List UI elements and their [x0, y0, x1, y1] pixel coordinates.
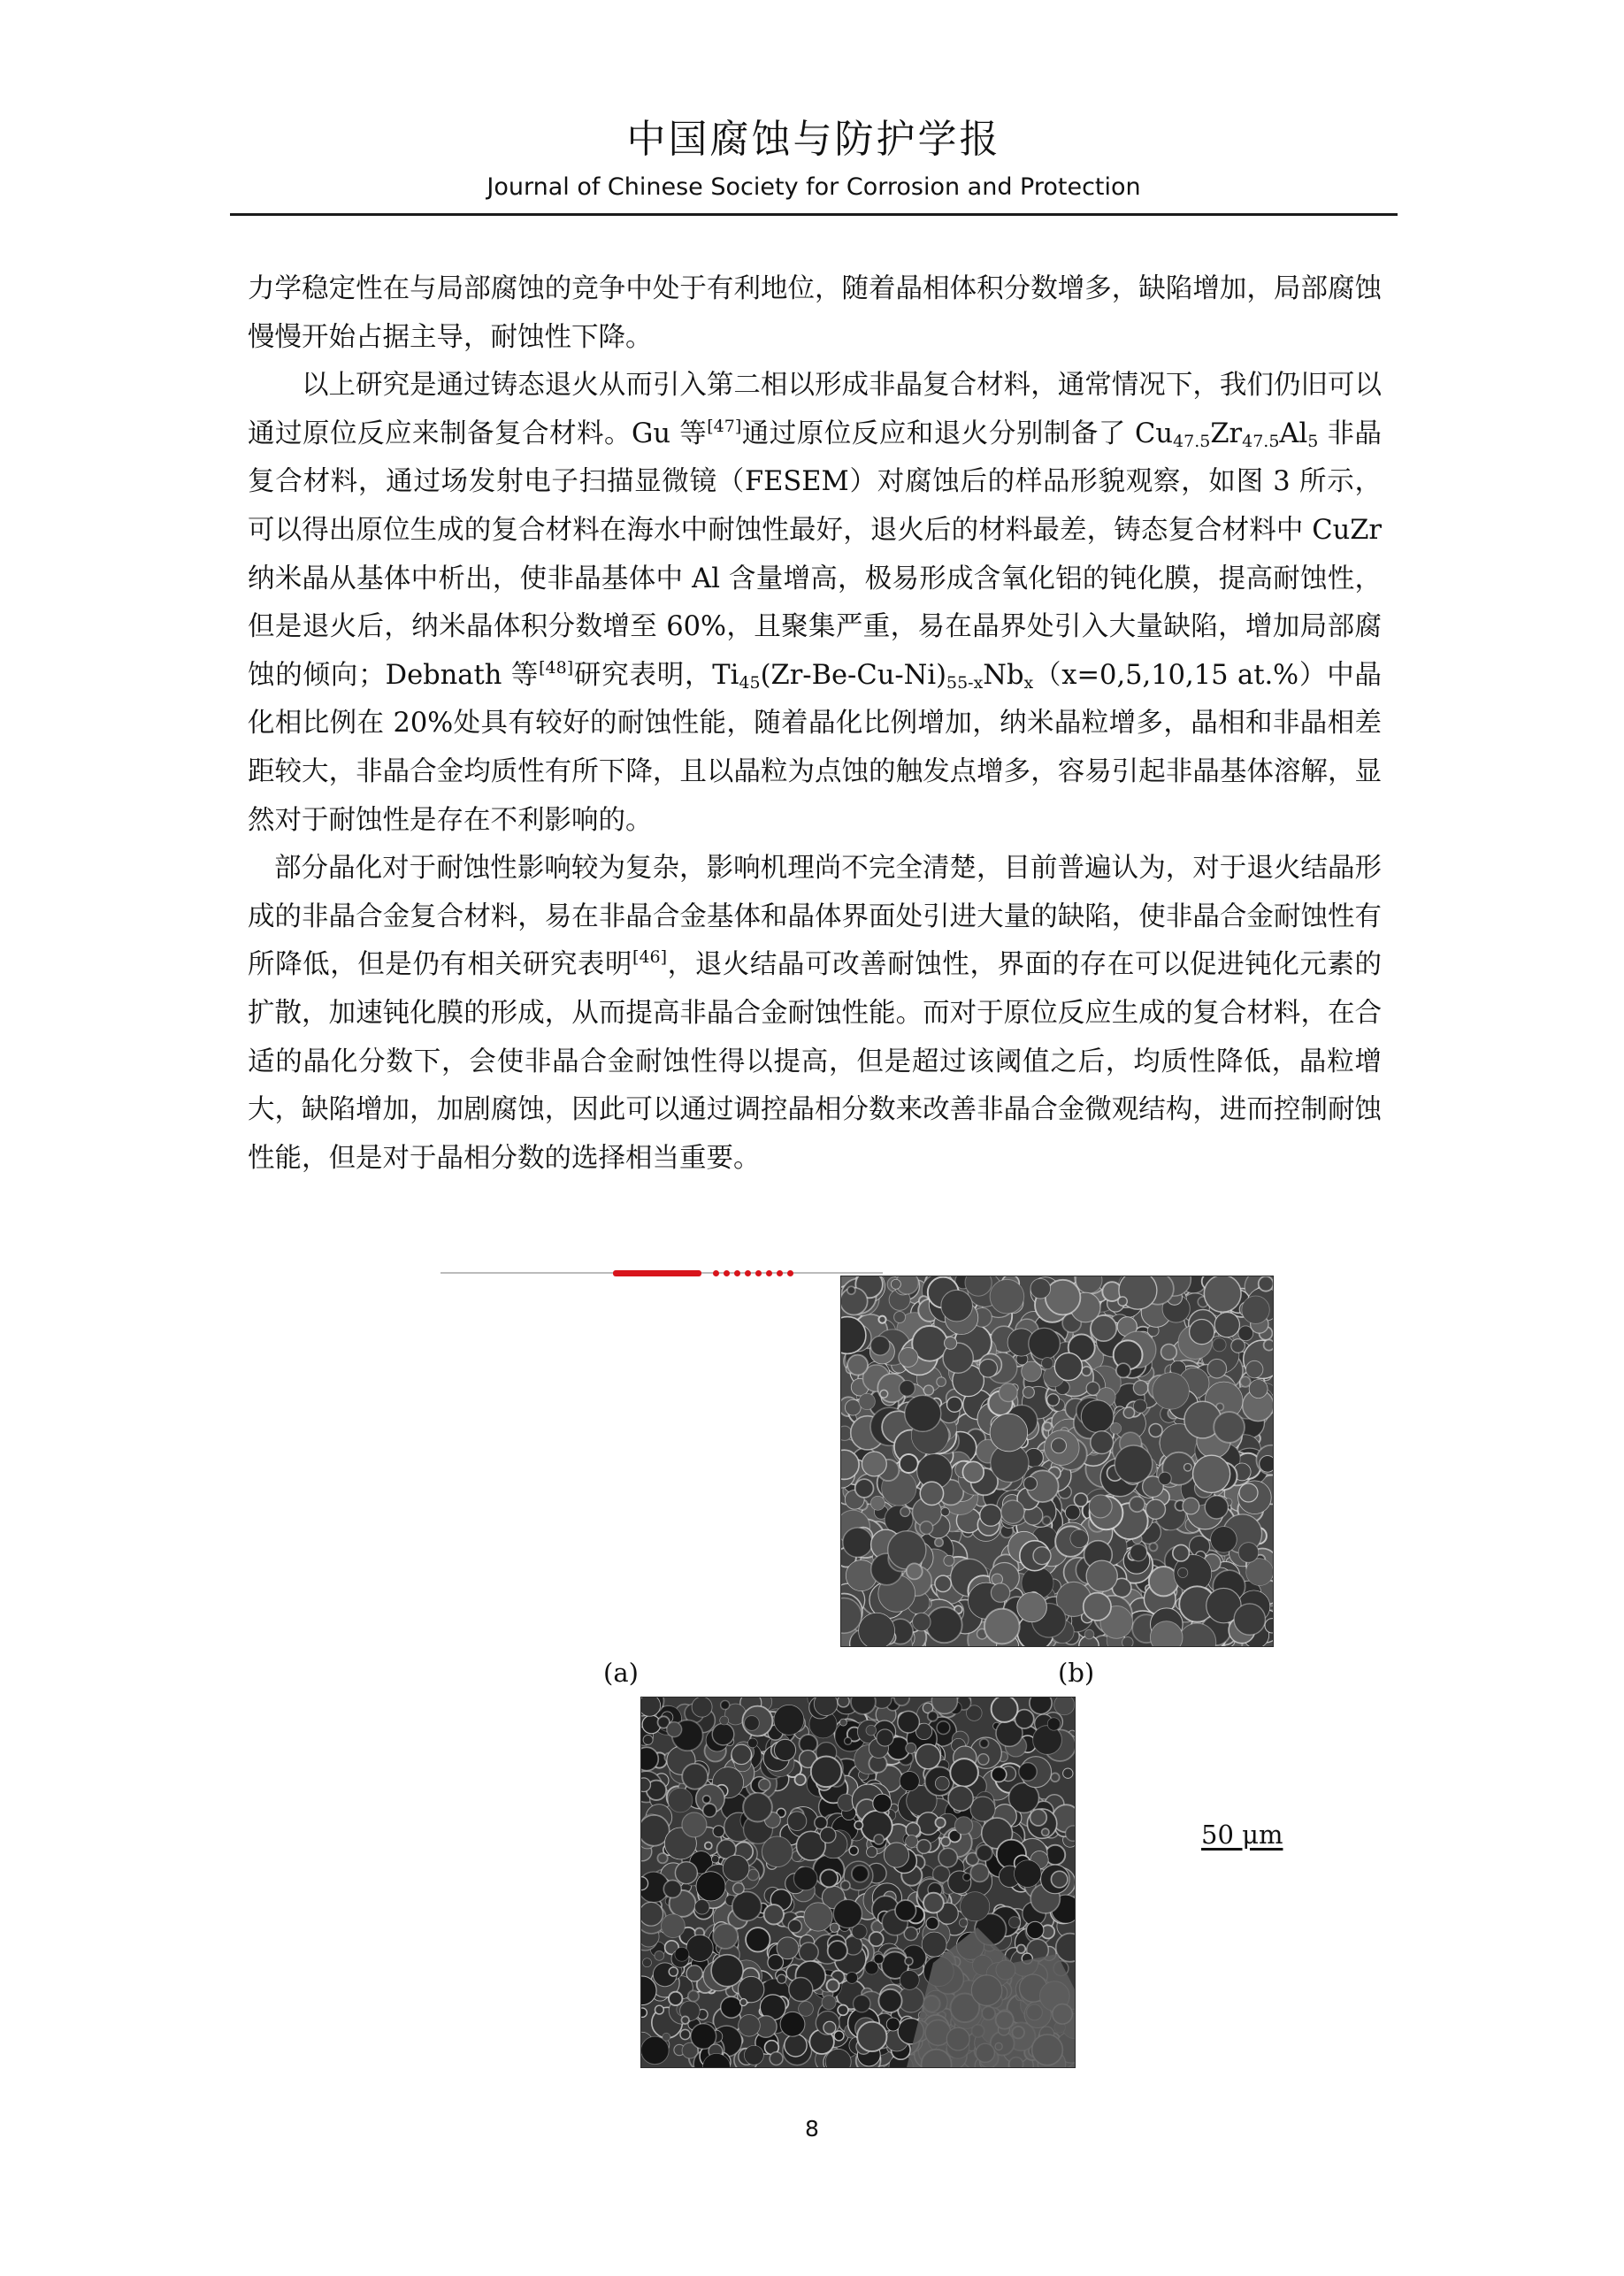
sem-image-c [640, 1697, 1076, 2068]
strip-dot [713, 1270, 719, 1276]
p3-text: 部分晶化对于耐蚀性影响较为复杂，影响机理尚不完全清楚，目前普遍认为，对于退火结晶形成的非晶合金复合材料，易在非晶合金基体和晶体界面处引进大量的缺陷，使非晶合金耐蚀性有所降低，但是仍有相关研究表明 [248, 853, 1382, 981]
subscript: 55-x [946, 672, 984, 693]
journal-title-en: Journal of Chinese Society for Corrosion and Protection [486, 173, 1141, 201]
strip-dot [724, 1270, 730, 1276]
strip-dot [734, 1270, 740, 1276]
p2-text: 通过原位反应和退火分别制备了 Cu [741, 418, 1174, 449]
citation-ref: [48] [539, 657, 574, 678]
p2-text: Al [1279, 418, 1308, 449]
sem-image-b [840, 1276, 1274, 1647]
strip-dot [766, 1270, 772, 1276]
sem-texture-c [641, 1697, 1075, 2067]
journal-title-cn: 中国腐蚀与防护学报 [626, 117, 1001, 162]
p2-text: 研究表明，Ti [573, 659, 739, 691]
p2-text: Nb [983, 659, 1024, 691]
subscript: x [1023, 672, 1034, 693]
figure-placeholder-strip [440, 1267, 883, 1279]
p2-text: (Zr-Be-Cu-Ni) [760, 659, 946, 691]
journal-header [230, 113, 1398, 205]
citation-ref: [47] [707, 416, 742, 436]
p2-text: （x=0,5,10,15 at.%）中晶化相比例在 20%处具有较好的耐蚀性能，随着晶化比例增加，纳米晶粒增多，晶相和非晶相差距较大，非晶合金均质性有所下降，且以晶粒为点蚀的触发点增多，容易引起非晶基体溶解，显然对于耐蚀性是存在不利影响的。 [248, 659, 1382, 836]
subscript: 5 [1307, 431, 1319, 451]
article-body [248, 265, 1382, 1183]
paragraph-2 [248, 362, 1382, 845]
paragraph-3 [248, 845, 1382, 1183]
panel-label-b: (b) [1058, 1658, 1095, 1688]
strip-dot [787, 1270, 793, 1276]
sem-texture-b [841, 1276, 1273, 1646]
p2-text: 非晶复合材料，通过场发射电子扫描显微镜（FESEM）对腐蚀后的样品形貌观察，如图 3 所示，可以得出原位生成的复合材料在海水中耐蚀性最好，退火后的材料最差，铸态复合材料中 CuZr 纳米晶从基体中析出，使非晶基体中 Al 含量增高，极易形成含氧化铝的钝化膜，提高耐蚀性，但是退火后，纳米晶体积分数增至 60%，且聚集严重，易在晶界处引入大量缺陷，增加局部腐蚀的倾向；Debnath 等 [248, 418, 1382, 691]
strip-dot [777, 1270, 783, 1276]
citation-ref: [46] [632, 947, 668, 968]
p3-text: ，退火结晶可改善耐蚀性，界面的存在可以促进钝化元素的扩散，加速钝化膜的形成，从而提高非晶合金耐蚀性能。而对于原位反应生成的复合材料，在合适的晶化分数下，会使非晶合金耐蚀性得以提高，但是超过该阈值之后，均质性降低，晶粒增大，缺陷增加，加剧腐蚀，因此可以通过调控晶相分数来改善非晶合金微观结构，进而控制耐蚀性能，但是对于晶相分数的选择相当重要。 [248, 949, 1383, 1174]
paragraph-1: 力学稳定性在与局部腐蚀的竞争中处于有利地位，随着晶相体积分数增多，缺陷增加，局部腐蚀慢慢开始占据主导，耐蚀性下降。 [248, 273, 1382, 353]
panel-label-a: (a) [603, 1658, 639, 1688]
scale-bar-label: 50 μm [1201, 1820, 1283, 1850]
subscript: 45 [739, 672, 761, 693]
p2-text: 以上研究是通过铸态退火从而引入第二相以形成非晶复合材料，通常情况下，我们仍旧可以通过原位反应来制备复合材料。Gu 等 [248, 370, 1382, 449]
header-divider [230, 213, 1398, 216]
strip-accent-bar [613, 1270, 701, 1276]
p2-text: Zr [1210, 418, 1243, 449]
strip-dot [755, 1270, 762, 1276]
strip-dot [745, 1270, 751, 1276]
subscript: 47.5 [1173, 431, 1211, 451]
subscript: 47.5 [1242, 431, 1280, 451]
page-number: 8 [805, 2116, 819, 2142]
